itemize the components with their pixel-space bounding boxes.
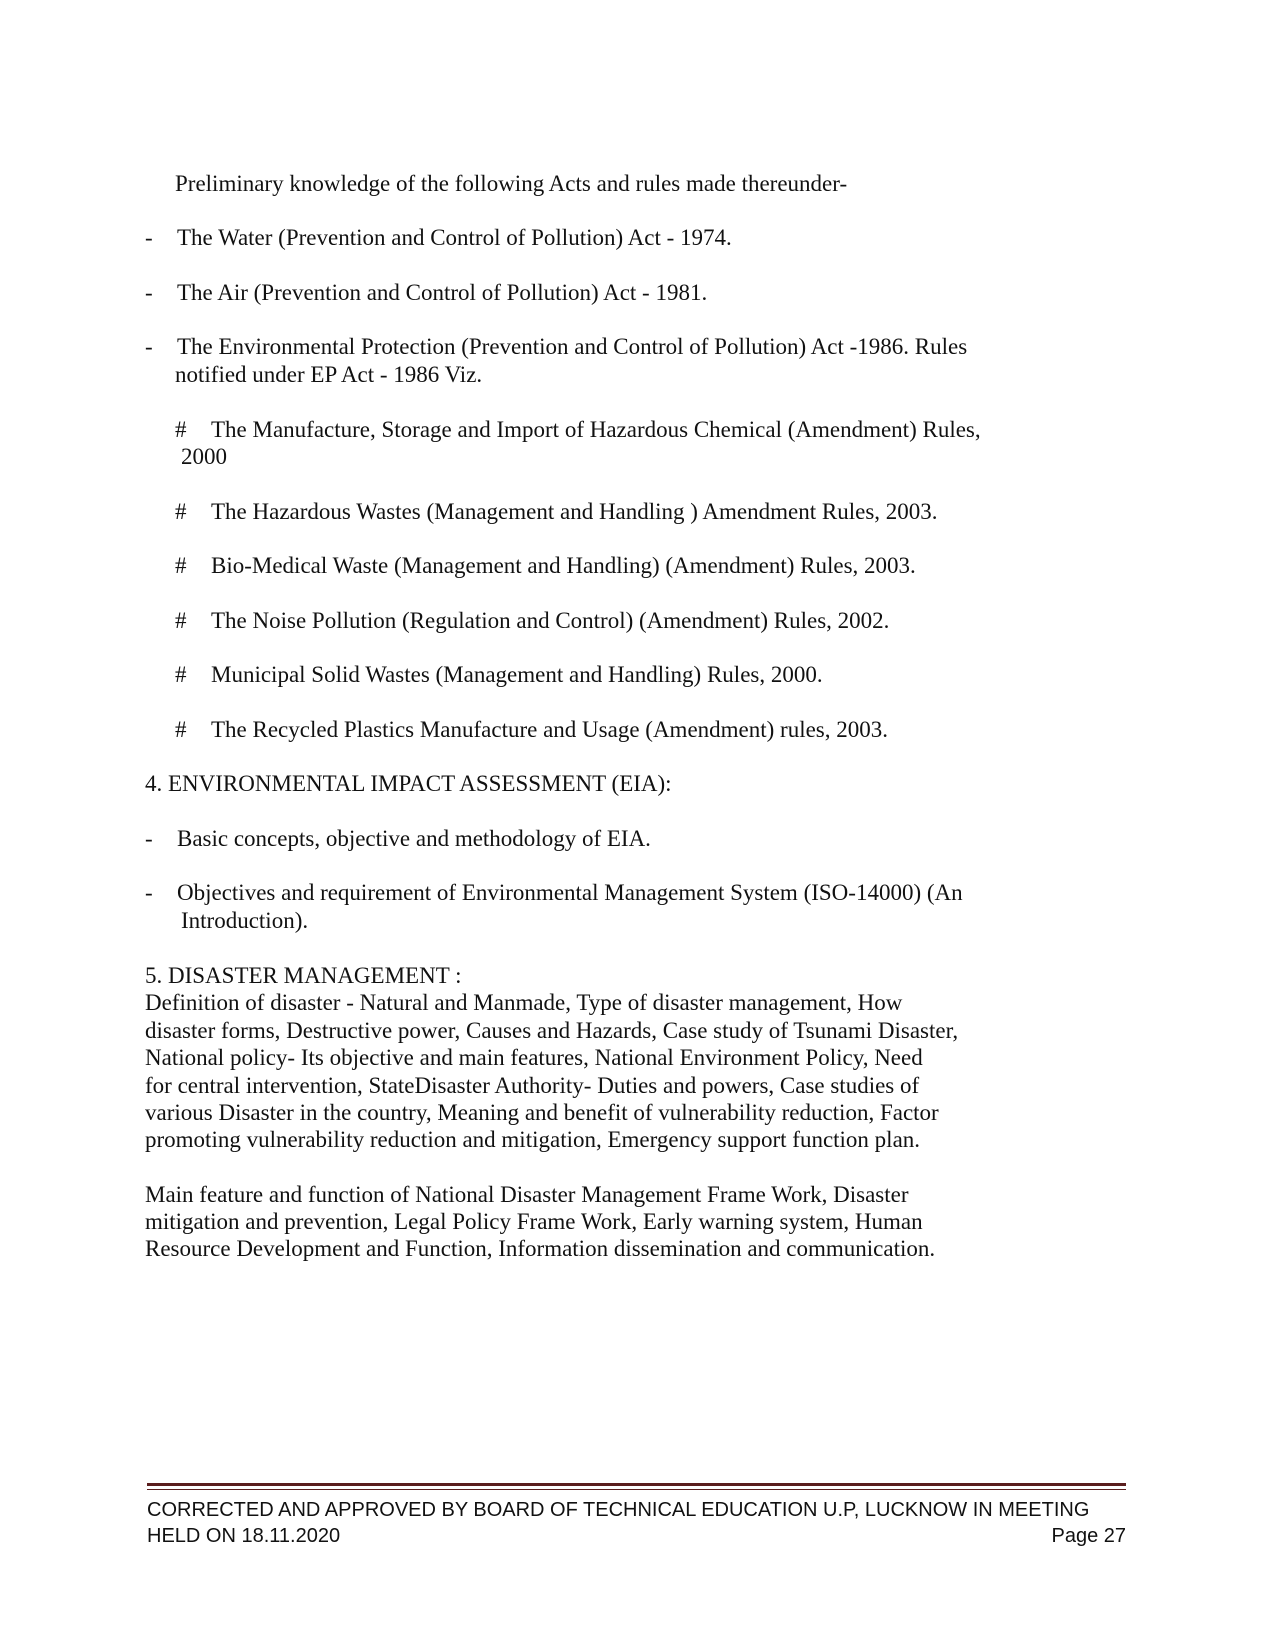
- rule-bullet: #: [175, 608, 187, 633]
- list-bullet: -: [145, 225, 153, 250]
- rule-noise-pollution: The Noise Pollution (Regulation and Control) (Amendment) Rules, 2002.: [211, 608, 890, 633]
- disaster-para1-line: promoting vulnerability reduction and mitigation, Emergency support function plan.: [145, 1127, 921, 1152]
- rule-hazardous-chemical: The Manufacture, Storage and Import of Hazardous Chemical (Amendment) Rules,: [211, 417, 981, 442]
- act-environment: The Environmental Protection (Prevention and Control of Pollution) Act -1986. Rules: [177, 334, 968, 359]
- rule-municipal-solid-wastes: Municipal Solid Wastes (Management and Handling) Rules, 2000.: [211, 662, 823, 687]
- disaster-para1-line: various Disaster in the country, Meaning and benefit of vulnerability reduction, Factor: [145, 1100, 939, 1125]
- page-number: Page 27: [1051, 1525, 1126, 1547]
- rule-hazardous-wastes: The Hazardous Wastes (Management and Handling ) Amendment Rules, 2003.: [211, 499, 938, 524]
- rule-bio-medical: Bio-Medical Waste (Management and Handling) (Amendment) Rules, 2003.: [211, 553, 916, 578]
- act-water: The Water (Prevention and Control of Pollution) Act - 1974.: [177, 225, 732, 250]
- section-5-heading: 5. DISASTER MANAGEMENT :: [145, 963, 462, 988]
- list-bullet: -: [145, 826, 153, 851]
- footer-divider-thin: [147, 1489, 1126, 1490]
- rule-bullet: #: [175, 553, 187, 578]
- footer-meeting-date: HELD ON 18.11.2020: [147, 1525, 341, 1547]
- rule-bullet: #: [175, 417, 187, 442]
- disaster-para1-line: National policy- Its objective and main features, National Environment Policy, Need: [145, 1045, 923, 1070]
- act-air: The Air (Prevention and Control of Pollution) Act - 1981.: [177, 280, 708, 305]
- eia-objectives-cont: Introduction).: [181, 908, 309, 933]
- list-bullet: -: [145, 880, 153, 905]
- footer-approval-line: CORRECTED AND APPROVED BY BOARD OF TECHNICAL EDUCATION U.P, LUCKNOW IN MEETING: [147, 1499, 1090, 1521]
- list-bullet: -: [145, 280, 153, 305]
- rule-bullet: #: [175, 662, 187, 687]
- act-environment-cont: notified under EP Act - 1986 Viz.: [175, 362, 483, 387]
- eia-objectives: Objectives and requirement of Environmental Management System (ISO-14000) (An: [177, 880, 963, 905]
- disaster-para2-line: Main feature and function of National Disaster Management Frame Work, Disaster: [145, 1182, 909, 1207]
- disaster-para1-line: Definition of disaster - Natural and Manmade, Type of disaster management, How: [145, 990, 903, 1015]
- rule-hazardous-chemical-cont: 2000: [181, 444, 227, 469]
- rule-bullet: #: [175, 499, 187, 524]
- disaster-para1-line: for central intervention, StateDisaster Authority- Duties and powers, Case studies of: [145, 1073, 920, 1098]
- eia-basic-concepts: Basic concepts, objective and methodology of EIA.: [177, 826, 651, 851]
- intro-text: Preliminary knowledge of the following Acts and rules made thereunder-: [175, 171, 848, 196]
- footer-divider: [147, 1483, 1126, 1486]
- disaster-para2-line: Resource Development and Function, Information dissemination and communication.: [145, 1236, 936, 1261]
- list-bullet: -: [145, 334, 153, 359]
- disaster-para1-line: disaster forms, Destructive power, Causes and Hazards, Case study of Tsunami Disaster,: [145, 1018, 959, 1043]
- section-4-heading: 4. ENVIRONMENTAL IMPACT ASSESSMENT (EIA):: [145, 771, 672, 796]
- rule-recycled-plastics: The Recycled Plastics Manufacture and Usage (Amendment) rules, 2003.: [211, 717, 889, 742]
- rule-bullet: #: [175, 717, 187, 742]
- disaster-para2-line: mitigation and prevention, Legal Policy Frame Work, Early warning system, Human: [145, 1209, 923, 1234]
